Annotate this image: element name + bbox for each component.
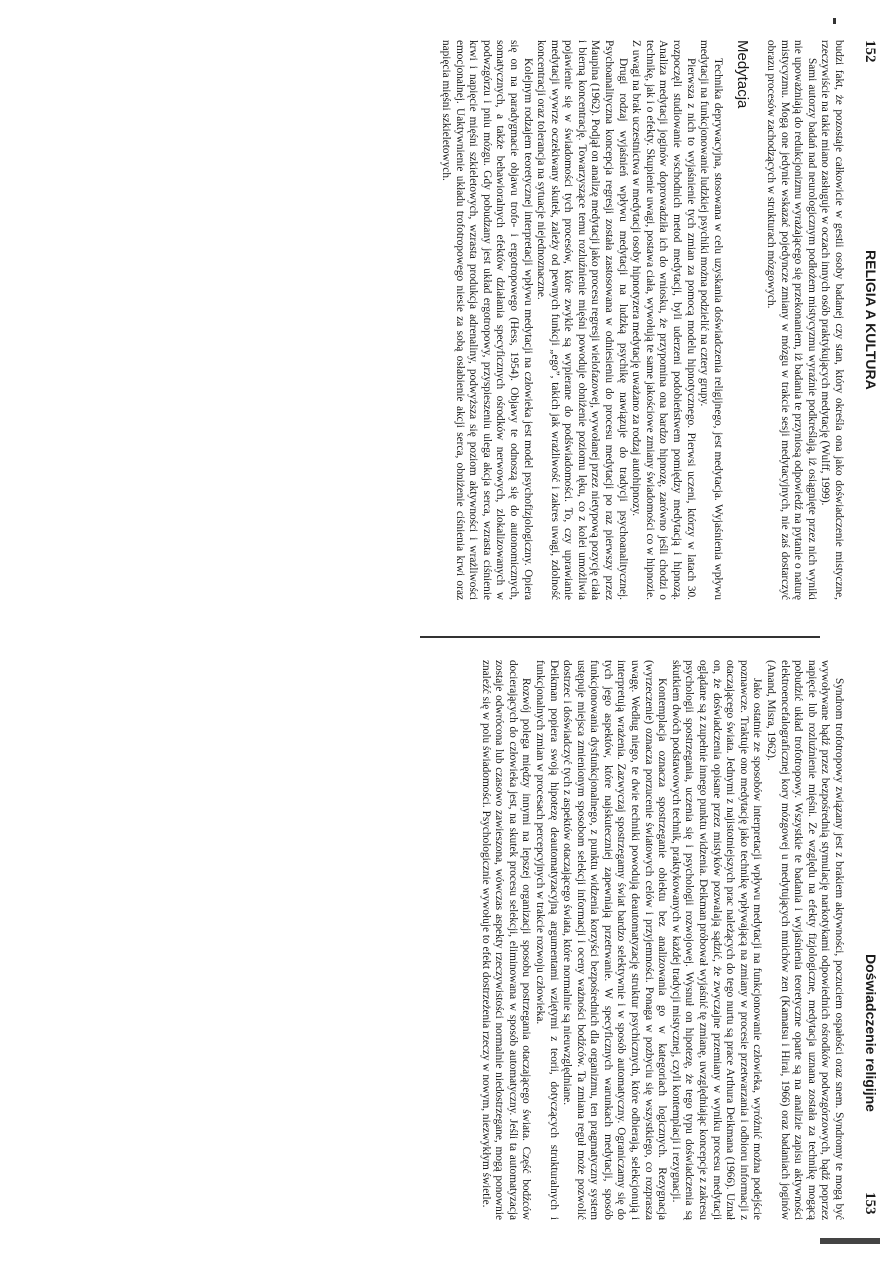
gutter-shadow bbox=[420, 636, 820, 638]
paragraph: budzi fakt, że pozostaje całkowicie w gestii osoby badanej czy stan, który określa ona jako doświadczenie mistyczne, rzeczywiście na takie miano zasługuje w oczach innych osób praktykujących medytację (Wulff, 1999). bbox=[819, 40, 845, 600]
scan-edge-mark bbox=[820, 1238, 880, 1244]
left-page-body bbox=[438, 40, 845, 600]
paragraph: Kontemplacja oznacza spostrzeganie obiektu bez analizowania go w kategoriach logicznych. Rezygnacja (wyrzeczenie) oznacza porzucenie światowych celów i przyjemności. Ponaga w pozbyciu się wszystkiego, co rozprasza uwagę. Według niego, te dwie techniki powodują deautomatyzację struktur psychicznych, które odbierają, selekcjonują i interpretują wrażenia. Zazwyczaj spostrzegamy świat bardzo selektywnie i w sposób automatyczny. Ograniczamy się do tych jego aspektów, które najskuteczniej zapewniają przetrwanie. W specyficznych warunkach medytacji, sposób funkcjonowania dysfunkcjonalnego, z punktu widzenia korzyści bezpośrednich dla organizmu, ten pragmatyczny system ustępuje miejsca zmienionym sposobom selekcji informacji i oceny ważności bodźców. Ta zmiana reguł może pozwolić dostrzec i doświadczyć tych z aspektów otaczającego świata, które normalnie są nieuwzględniane. bbox=[561, 660, 669, 1220]
paragraph: Drugi rodzaj wyjaśnień wpływu medytacji na ludzką psychikę nawiązuje do tradycji psychoanalitycznej. Psychoanalityczna koncepcja regresji została zastosowana w odniesieniu do procesu medytacji po raz pierwszy przez Maupina (1962). Podjął on analizę medytacji jako procesu regresji wielofazowej, wywołanej przez nietypową pozycję ciała i bierną koncentrację. Towarzyszące temu rozluźnienie mięśni powoduje obniżenie poziomu lęku, co z kolei umożliwia pojawienie się w świadomości tych procesów, które zwykle są wypierane do podświadomości. To, czy uprawianie medytacji wywrze oczekiwany skutek, zależy od pewnych funkcji „ego”, takich jak wrażliwość i zakres uwagi, zdolność koncentracji oraz tolerancja na sytuacje niejednoznaczne. bbox=[535, 40, 629, 600]
right-page-number: 153 bbox=[862, 1192, 878, 1215]
paragraph: Deikman popiera swoją hipotezę deautomatyzacyjną argumentami wziętymi z teorii, dotyczących strukturalnych i funkcjonalnych zmian w procesach percepcyjnych w trakcie rozwoju człowieka. bbox=[533, 660, 560, 1220]
paragraph: Kolejnym rodzajem teoretycznej interpretacji wpływu medytacji na człowieka jest model psychofizjologiczny. Opiera się on na paradygmacie objawu trofo- i ergotropowego (Hess, 1954). Objawy te odnoszą się do autonomicznych, somatycznych, a także behawioralnych efektów działania specyficznych ośrodków nerwowych, zlokalizowanych w podwzgórzu i pniu mózgu. Gdy pobudzany jest układ ergotropowy, przyspieszeniu ulega akcja serca, wzrasta ciśnienie krwi i napięcie mięśni szkieletowych, wzrasta produkcja adrenaliny, podwyższa się poziom aktywności i wrażliwości emocjonalnej. Uaktywnienie układu trofotropowego niesie za sobą osłabienie akcji serca, obniżenie ciśnienia krwi oraz napięcia mięśni szkieletowych. bbox=[439, 40, 534, 600]
scan-dot bbox=[833, 18, 836, 24]
paragraph: Sami autorzy badań nad neurologicznym podłożem mistycyzmu wyraźnie podkreślają, iż osiągnięte przez nich wyniki nie upoważniają do redukcjonizmu wyrażającego się przekonaniem, iż badania te przyniosą odpowiedź na pytanie o naturę mistycyzmu. Mogą one jedynie wskazać pojedyncze zmiany w mózgu w trakcie sesji medytacyjnych, nie zaś dostarczyć obrazu procesów zachodzących w strukturach mózgowych. bbox=[765, 40, 818, 600]
section-heading: Medytacja bbox=[734, 40, 752, 109]
paragraph: Pierwsza z nich to wyjaśnienie tych zmian za pomocą modelu hipnotycznego. Pierwsi uczeni, którzy w latach 30. rozpoczęli studiowanie wschodnich metod medytacji, byli uderzeni podobieństwem pomiędzy medytacją i hipnozą. Analiza medytacji joginów doprowadziła ich do wniosku, że przypomina ona bardzo hipnozę, zarówno jeśli chodzi o technikę, jak i o efekty. Skupienie uwagi, postawa ciała, wywołują te same jakościowe zmiany świadomości co w hipnozie. Z uwagi na brak uczestnictwa w medytacji osoby hipnotyzera medytację uważano za rodzaj autohipnozy. bbox=[630, 40, 697, 600]
right-running-head: Doświadczenie religijne bbox=[863, 954, 879, 1112]
left-running-head: RELIGIA A KULTURA bbox=[863, 250, 879, 390]
paragraph: Syndrom trofotropowy związany jest z brakiem aktywności, poczuciem ospałości oraz snem. Syndromy te mogą być wywoływane bądź przez bezpośrednią stymulację narkotykami odpowiednich ośrodków podwzgórzowych, bądź poprzez napięcie lub rozluźnienie mięśni. Ze względu na efekty fizjologiczne, medytacja uznana została za technikę mogącą pobudzić układ trofotropowy. Wszystkie te badania i wyjaśnienia teoretyczne oparte są na analizie zapisu aktywności elektroencefalograficznej kory mózgowej u medytujących mnichów zen (Kamatsu i Hirai, 1966) oraz badaniach joginów (Anand, Misra, 1962). bbox=[765, 660, 845, 1220]
right-page-body bbox=[478, 660, 845, 1220]
paragraph: Rozwój polega między innymi na lepszej organizacji sposobu postrzegania otaczającego świata. Część bodźców docierających do człowieka jest, na skutek procesu selekcji, eliminowana w sposób automatyczny. Jeśli ta automatyzacja zostaje odwrócona lub czasowo zawieszona, wówczas aspekty rzeczywistości normalnie niedostrzegane, mogą ponownie znaleźć się w polu świadomości. Psychologicznie wywołuje to efekt dostrzeżenia rzeczy w nowym, niezwykłym świetle. bbox=[479, 660, 533, 1220]
left-page-number: 152 bbox=[862, 40, 878, 63]
paragraph: Jako ostatnie ze sposobów interpretacji wpływu medytacji na funkcjonowanie człowieka, wyróżnić można podejście poznawcze. Traktuje ono medytację jako technikę wpływającą na zmiany w procesie przetwarzania i odbioru informacji z otaczającego świata. Jednymi z najistotniejszych prac należących do tego nurtu są prace Arthura Deikmana (1966). Uznał on, że doświadczenia opisane przez mistyków pozwalają sądzić, że zwyczajne przemiany w wyniku procesu medytacji oglądane są z zupełnie innego punktu widzenia. Deikman próbował wyjaśnić tę zmianę, uwzględniając koncepcje z zakresu psychologii spostrzegania, uczenia się i psychologii rozwojowej. Wysnuł on hipotezę, że tego typu doświadczenia są skutkiem dwóch podstawowych technik, praktykowanych w każdej tradycji mistycznej, czyli kontemplacji i rezygnacji. bbox=[669, 660, 764, 1220]
paragraph: Technika deprywacyjna, stosowana w celu uzyskania doświadczenia religijnego, jest medytacja. Wyjaśnienia wpływu medytacji na funkcjonowanie ludzkiej psychiki można podzielić na cztery grupy. bbox=[698, 40, 724, 600]
right-page bbox=[0, 632, 893, 1263]
